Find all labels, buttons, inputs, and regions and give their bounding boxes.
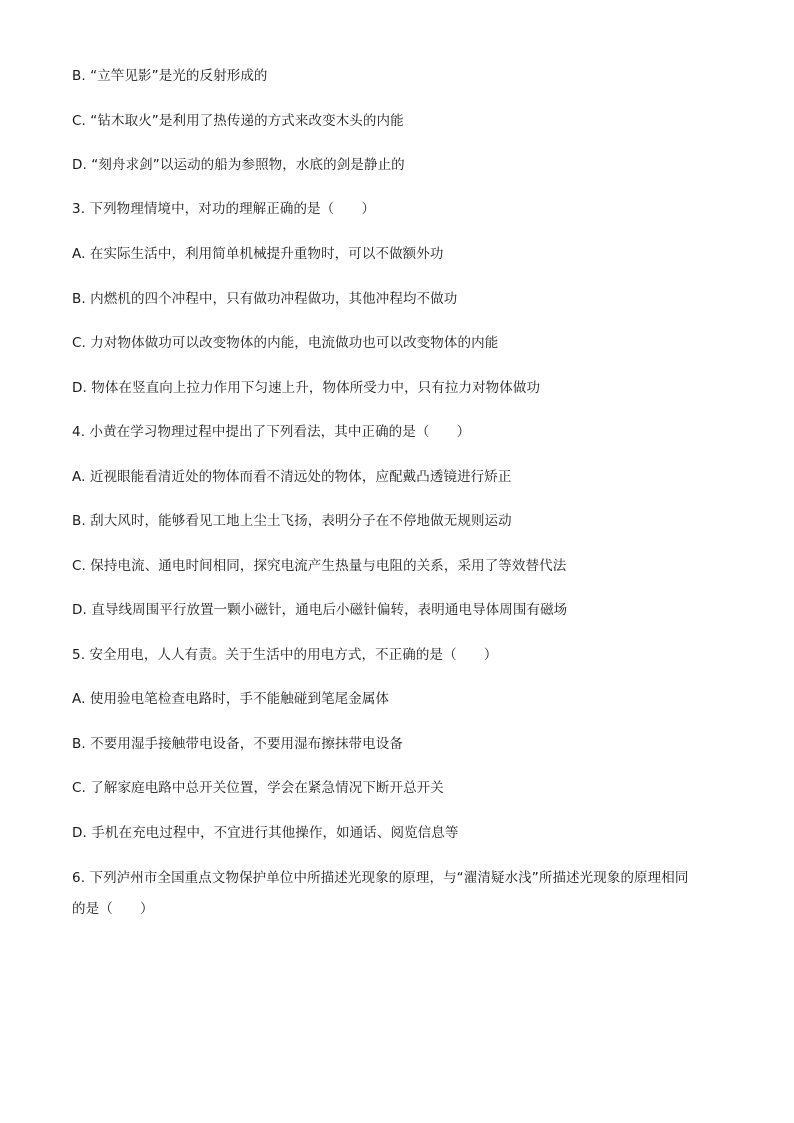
option-3d: D. 物体在竖直向上拉力作用下匀速上升，物体所受力中，只有拉力对物体做功 [72, 380, 541, 396]
option-3c: C. 力对物体做功可以改变物体的内能，电流做功也可以改变物体的内能 [72, 335, 499, 351]
question-6-stem: 6. 下列泸州市全国重点文物保护单位中所描述光现象的原理，与“濯清疑水浅”所描述光现象的原理相同 [72, 870, 689, 886]
option-2b: B. “立竿见影”是光的反射形成的 [72, 68, 268, 84]
option-4c: C. 保持电流、通电时间相同，探究电流产生热量与电阻的关系，采用了等效替代法 [72, 558, 567, 574]
question-4-stem: 4. 小黄在学习物理过程中提出了下列看法，其中正确的是（ ） [72, 424, 471, 440]
option-5d: D. 手机在充电过程中，不宜进行其他操作，如通话、阅览信息等 [72, 825, 459, 841]
option-5c: C. 了解家庭电路中总开关位置，学会在紧急情况下断开总开关 [72, 780, 444, 796]
option-4b: B. 刮大风时，能够看见工地上尘土飞扬，表明分子在不停地做无规则运动 [72, 513, 512, 529]
option-2d: D. “刻舟求剑”以运动的船为参照物，水底的剑是静止的 [72, 157, 405, 173]
option-5a: A. 使用验电笔检查电路时，手不能触碰到笔尾金属体 [72, 691, 390, 707]
option-4a: A. 近视眼能看清近处的物体而看不清远处的物体，应配戴凸透镜进行矫正 [72, 469, 512, 485]
question-6-stem-continued: 的是（ ） [72, 901, 154, 917]
option-5b: B. 不要用湿手接触带电设备，不要用湿布擦抹带电设备 [72, 736, 403, 752]
option-4d: D. 直导线周围平行放置一颗小磁针，通电后小磁针偏转，表明通电导体周围有磁场 [72, 602, 568, 618]
question-3-stem: 3. 下列物理情境中，对功的理解正确的是（ ） [72, 201, 376, 217]
option-3b: B. 内燃机的四个冲程中，只有做功冲程做功，其他冲程均不做功 [72, 291, 458, 307]
option-2c: C. “钻木取火”是利用了热传递的方式来改变木头的内能 [72, 113, 404, 129]
option-3a: A. 在实际生活中，利用简单机械提升重物时，可以不做额外功 [72, 246, 444, 262]
question-5-stem: 5. 安全用电，人人有责。关于生活中的用电方式，不正确的是（ ） [72, 647, 498, 663]
